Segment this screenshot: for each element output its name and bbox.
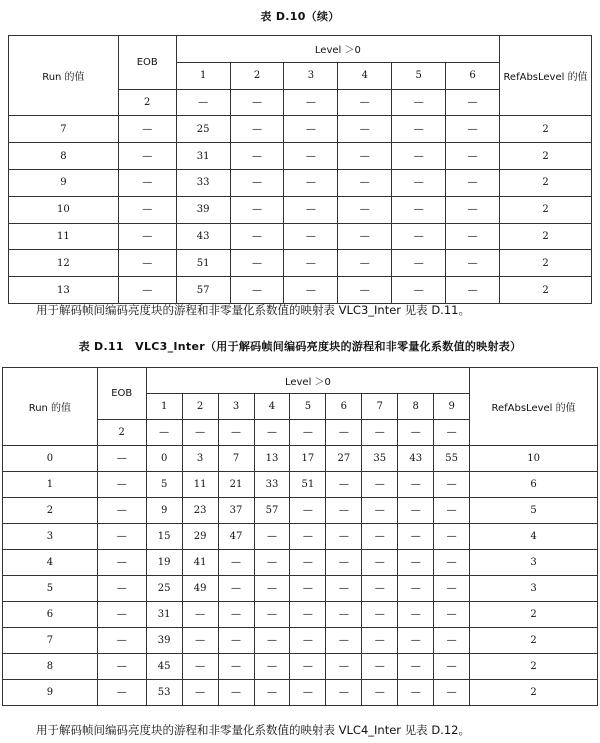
run-value-cell: 2	[3, 498, 98, 524]
level-column-header: 4	[338, 62, 392, 89]
table-cell: 57	[254, 498, 290, 524]
table-cell: —	[97, 524, 146, 550]
table-cell: —	[118, 196, 176, 223]
table-cell: —	[446, 116, 500, 143]
table-row	[3, 550, 598, 576]
table-cell: —	[230, 223, 284, 250]
table-cell: 7	[218, 446, 254, 472]
table-cell: —	[446, 223, 500, 250]
table-cell: —	[338, 143, 392, 170]
table-cell: —	[446, 143, 500, 170]
table-cell: —	[434, 602, 470, 628]
table-cell: —	[338, 250, 392, 277]
run-value-cell: 10	[9, 196, 119, 223]
table-cell: —	[230, 116, 284, 143]
table-cell: 43	[398, 446, 434, 472]
table-cell: —	[118, 223, 176, 250]
table-cell: —	[284, 223, 338, 250]
table-row	[9, 277, 592, 304]
table-cell: —	[290, 524, 326, 550]
table-cell: —	[446, 277, 500, 304]
table-cell: —	[290, 498, 326, 524]
table-cell: —	[362, 524, 398, 550]
table-cell: 39	[176, 196, 230, 223]
table-cell: 23	[182, 498, 218, 524]
level-column-header: 8	[398, 394, 434, 420]
table-cell: —	[218, 628, 254, 654]
refabslevel-cell: 2	[500, 250, 592, 277]
table-cell: —	[398, 472, 434, 498]
table-cell: —	[218, 602, 254, 628]
table-cell: 51	[290, 472, 326, 498]
table-cell: —	[338, 223, 392, 250]
table-cell: —	[97, 654, 146, 680]
table-cell: —	[218, 420, 254, 446]
table-cell: —	[182, 628, 218, 654]
run-value-cell: 3	[3, 524, 98, 550]
table-cell: —	[434, 472, 470, 498]
level-column-header: 5	[392, 62, 446, 89]
level-column-header: 2	[230, 62, 284, 89]
table-cell: —	[398, 524, 434, 550]
level-column-header: 6	[326, 394, 362, 420]
table-row	[9, 169, 592, 196]
refabslevel-cell: 10	[470, 446, 598, 472]
table-cell: —	[326, 498, 362, 524]
table-cell: —	[182, 654, 218, 680]
table-cell: —	[230, 169, 284, 196]
table-cell: —	[230, 250, 284, 277]
level-column-header: 3	[218, 394, 254, 420]
table-cell: —	[284, 89, 338, 116]
table-cell: —	[230, 196, 284, 223]
level-header: Level ＞0	[176, 36, 499, 63]
level-column-header: 1	[146, 394, 182, 420]
table-cell: —	[338, 89, 392, 116]
table-cell: —	[398, 602, 434, 628]
table-cell: 21	[218, 472, 254, 498]
run-header: Run 的值	[9, 36, 119, 116]
eob-code-cell: 2	[118, 89, 176, 116]
table-cell: —	[182, 420, 218, 446]
table-cell: —	[362, 602, 398, 628]
table-cell: 41	[182, 550, 218, 576]
table-cell: —	[290, 602, 326, 628]
table-row	[3, 654, 598, 680]
table-row	[9, 223, 592, 250]
table-cell: —	[446, 196, 500, 223]
table-cell: 45	[146, 654, 182, 680]
table-cell: —	[392, 196, 446, 223]
table-row	[3, 628, 598, 654]
table-cell: —	[398, 628, 434, 654]
table-cell: —	[118, 116, 176, 143]
table-d11	[2, 367, 598, 706]
refabslevel-cell: 2	[500, 116, 592, 143]
table-cell: —	[254, 550, 290, 576]
table-cell: 5	[146, 472, 182, 498]
table-cell: —	[362, 550, 398, 576]
table-cell: —	[362, 680, 398, 706]
table-cell: —	[284, 277, 338, 304]
run-header: Run 的值	[3, 368, 98, 446]
level-column-header: 6	[446, 62, 500, 89]
paragraph-vlc4: 用于解码帧间编码亮度块的游程和非零量化系数值的映射表 VLC4_Inter 见表 D.12。	[36, 723, 470, 737]
table-cell: —	[362, 654, 398, 680]
refabslevel-cell: 2	[470, 680, 598, 706]
refabslevel-cell: 2	[500, 143, 592, 170]
table-cell: —	[176, 89, 230, 116]
table-cell: —	[230, 277, 284, 304]
eob-header: EOB	[118, 36, 176, 90]
table-cell: 49	[182, 576, 218, 602]
run-value-cell: 0	[3, 446, 98, 472]
paragraph-vlc3: 用于解码帧间编码亮度块的游程和非零量化系数值的映射表 VLC3_Inter 见表 D.11。	[36, 303, 470, 317]
refabslevel-cell: 2	[500, 223, 592, 250]
table-cell: —	[326, 420, 362, 446]
table-cell: 39	[146, 628, 182, 654]
table-cell: —	[290, 576, 326, 602]
refabslevel-cell: 2	[500, 196, 592, 223]
run-value-cell: 9	[9, 169, 119, 196]
table-cell: —	[218, 654, 254, 680]
table-cell: —	[230, 89, 284, 116]
table-cell: —	[146, 420, 182, 446]
table-cell: —	[362, 628, 398, 654]
table-cell: 19	[146, 550, 182, 576]
table-row	[3, 576, 598, 602]
table-cell: —	[398, 420, 434, 446]
table-cell: 17	[290, 446, 326, 472]
table-cell: —	[434, 576, 470, 602]
table-row	[9, 116, 592, 143]
table-cell: —	[434, 498, 470, 524]
table-cell: —	[118, 250, 176, 277]
table-cell: —	[326, 576, 362, 602]
table-row	[9, 196, 592, 223]
table-cell: —	[284, 250, 338, 277]
table-row	[3, 680, 598, 706]
table-row	[3, 524, 598, 550]
refabslevel-cell: 6	[470, 472, 598, 498]
table-cell: —	[290, 550, 326, 576]
table-cell: —	[254, 420, 290, 446]
run-value-cell: 5	[3, 576, 98, 602]
refabslevel-cell: 5	[470, 498, 598, 524]
table-cell: —	[254, 602, 290, 628]
table-cell: 33	[254, 472, 290, 498]
table-cell: —	[398, 654, 434, 680]
table-cell: —	[284, 116, 338, 143]
table-cell: —	[97, 680, 146, 706]
table-d11-caption: 表 D.11 VLC3_Inter（用于解码帧间编码亮度块的游程和非零量化系数值的映射表）	[78, 340, 522, 353]
table-cell: 0	[146, 446, 182, 472]
table-cell: —	[284, 143, 338, 170]
table-cell: 25	[176, 116, 230, 143]
table-cell: —	[434, 524, 470, 550]
table-cell: —	[290, 420, 326, 446]
table-cell: 37	[218, 498, 254, 524]
table-cell: —	[97, 602, 146, 628]
level-column-header: 5	[290, 394, 326, 420]
table-cell: 55	[434, 446, 470, 472]
table-cell: —	[254, 576, 290, 602]
table-cell: —	[118, 169, 176, 196]
table-cell: —	[362, 420, 398, 446]
table-cell: —	[398, 550, 434, 576]
table-cell: —	[362, 472, 398, 498]
table-cell: —	[338, 116, 392, 143]
run-value-cell: 8	[3, 654, 98, 680]
refabslevel-cell: 2	[470, 602, 598, 628]
table-cell: —	[290, 654, 326, 680]
table-cell: 33	[176, 169, 230, 196]
table-cell: —	[326, 550, 362, 576]
table-cell: —	[434, 680, 470, 706]
table-cell: —	[446, 250, 500, 277]
table-cell: —	[392, 169, 446, 196]
table-cell: —	[97, 576, 146, 602]
table-cell: —	[290, 628, 326, 654]
level-column-header: 1	[176, 62, 230, 89]
table-cell: —	[218, 550, 254, 576]
table-cell: —	[284, 169, 338, 196]
eob-header: EOB	[97, 368, 146, 420]
table-cell: 31	[176, 143, 230, 170]
table-cell: —	[254, 628, 290, 654]
table-cell: 11	[182, 472, 218, 498]
table-cell: —	[392, 277, 446, 304]
table-cell: —	[182, 680, 218, 706]
table-cell: 53	[146, 680, 182, 706]
run-value-cell: 1	[3, 472, 98, 498]
table-cell: 13	[254, 446, 290, 472]
table-cell: —	[326, 524, 362, 550]
table-row	[3, 472, 598, 498]
level-column-header: 7	[362, 394, 398, 420]
run-value-cell: 7	[3, 628, 98, 654]
table-cell: —	[118, 143, 176, 170]
table-row	[3, 498, 598, 524]
table-cell: —	[434, 420, 470, 446]
table-d10-caption: 表 D.10（续）	[260, 10, 340, 23]
refabslevel-header: RefAbsLevel 的值	[470, 368, 598, 446]
refabslevel-cell: 4	[470, 524, 598, 550]
table-cell: 3	[182, 446, 218, 472]
table-cell: —	[392, 250, 446, 277]
run-value-cell: 9	[3, 680, 98, 706]
refabslevel-cell: 3	[470, 550, 598, 576]
level-header: Level ＞0	[146, 368, 469, 394]
table-d10	[8, 35, 592, 304]
table-cell: —	[290, 680, 326, 706]
table-cell: 29	[182, 524, 218, 550]
refabslevel-cell: 2	[470, 628, 598, 654]
table-row	[3, 602, 598, 628]
table-cell: —	[326, 654, 362, 680]
level-column-header: 2	[182, 394, 218, 420]
run-value-cell: 11	[9, 223, 119, 250]
refabslevel-cell: 2	[500, 277, 592, 304]
level-column-header: 3	[284, 62, 338, 89]
refabslevel-cell: 2	[470, 654, 598, 680]
table-cell: —	[398, 576, 434, 602]
table-cell: —	[284, 196, 338, 223]
table-cell: —	[326, 602, 362, 628]
run-value-cell: 4	[3, 550, 98, 576]
run-value-cell: 8	[9, 143, 119, 170]
refabslevel-header: RefAbsLevel 的值	[500, 36, 592, 116]
table-cell: —	[362, 576, 398, 602]
table-cell: —	[398, 680, 434, 706]
table-cell: —	[338, 169, 392, 196]
table-row	[9, 143, 592, 170]
run-value-cell: 6	[3, 602, 98, 628]
table-cell: 57	[176, 277, 230, 304]
table-cell: —	[392, 89, 446, 116]
table-cell: 27	[326, 446, 362, 472]
table-cell: 9	[146, 498, 182, 524]
table-cell: —	[446, 169, 500, 196]
table-cell: —	[118, 277, 176, 304]
table-cell: —	[218, 680, 254, 706]
table-cell: —	[218, 576, 254, 602]
table-cell: —	[434, 654, 470, 680]
refabslevel-cell: 2	[500, 169, 592, 196]
table-cell: 43	[176, 223, 230, 250]
table-cell: —	[392, 223, 446, 250]
run-value-cell: 7	[9, 116, 119, 143]
table-row	[3, 446, 598, 472]
table-cell: —	[398, 498, 434, 524]
refabslevel-cell: 3	[470, 576, 598, 602]
table-cell: 25	[146, 576, 182, 602]
table-cell: —	[434, 550, 470, 576]
table-cell: 35	[362, 446, 398, 472]
table-cell: —	[254, 524, 290, 550]
table-cell: —	[326, 680, 362, 706]
table-cell: —	[434, 628, 470, 654]
run-value-cell: 12	[9, 250, 119, 277]
table-cell: —	[254, 654, 290, 680]
table-cell: —	[392, 143, 446, 170]
eob-code-cell: 2	[97, 420, 146, 446]
table-cell: —	[392, 116, 446, 143]
table-cell: 15	[146, 524, 182, 550]
table-cell: —	[97, 498, 146, 524]
table-cell: —	[97, 472, 146, 498]
table-cell: —	[97, 628, 146, 654]
table-cell: —	[97, 446, 146, 472]
table-cell: —	[446, 89, 500, 116]
level-column-header: 9	[434, 394, 470, 420]
table-cell: —	[338, 277, 392, 304]
table-cell: —	[326, 472, 362, 498]
table-cell: —	[97, 550, 146, 576]
table-cell: 47	[218, 524, 254, 550]
run-value-cell: 13	[9, 277, 119, 304]
table-cell: —	[230, 143, 284, 170]
table-cell: 51	[176, 250, 230, 277]
table-cell: 31	[146, 602, 182, 628]
table-cell: —	[182, 602, 218, 628]
table-cell: —	[254, 680, 290, 706]
table-cell: —	[338, 196, 392, 223]
table-row	[9, 250, 592, 277]
table-cell: —	[326, 628, 362, 654]
table-cell: —	[362, 498, 398, 524]
level-column-header: 4	[254, 394, 290, 420]
